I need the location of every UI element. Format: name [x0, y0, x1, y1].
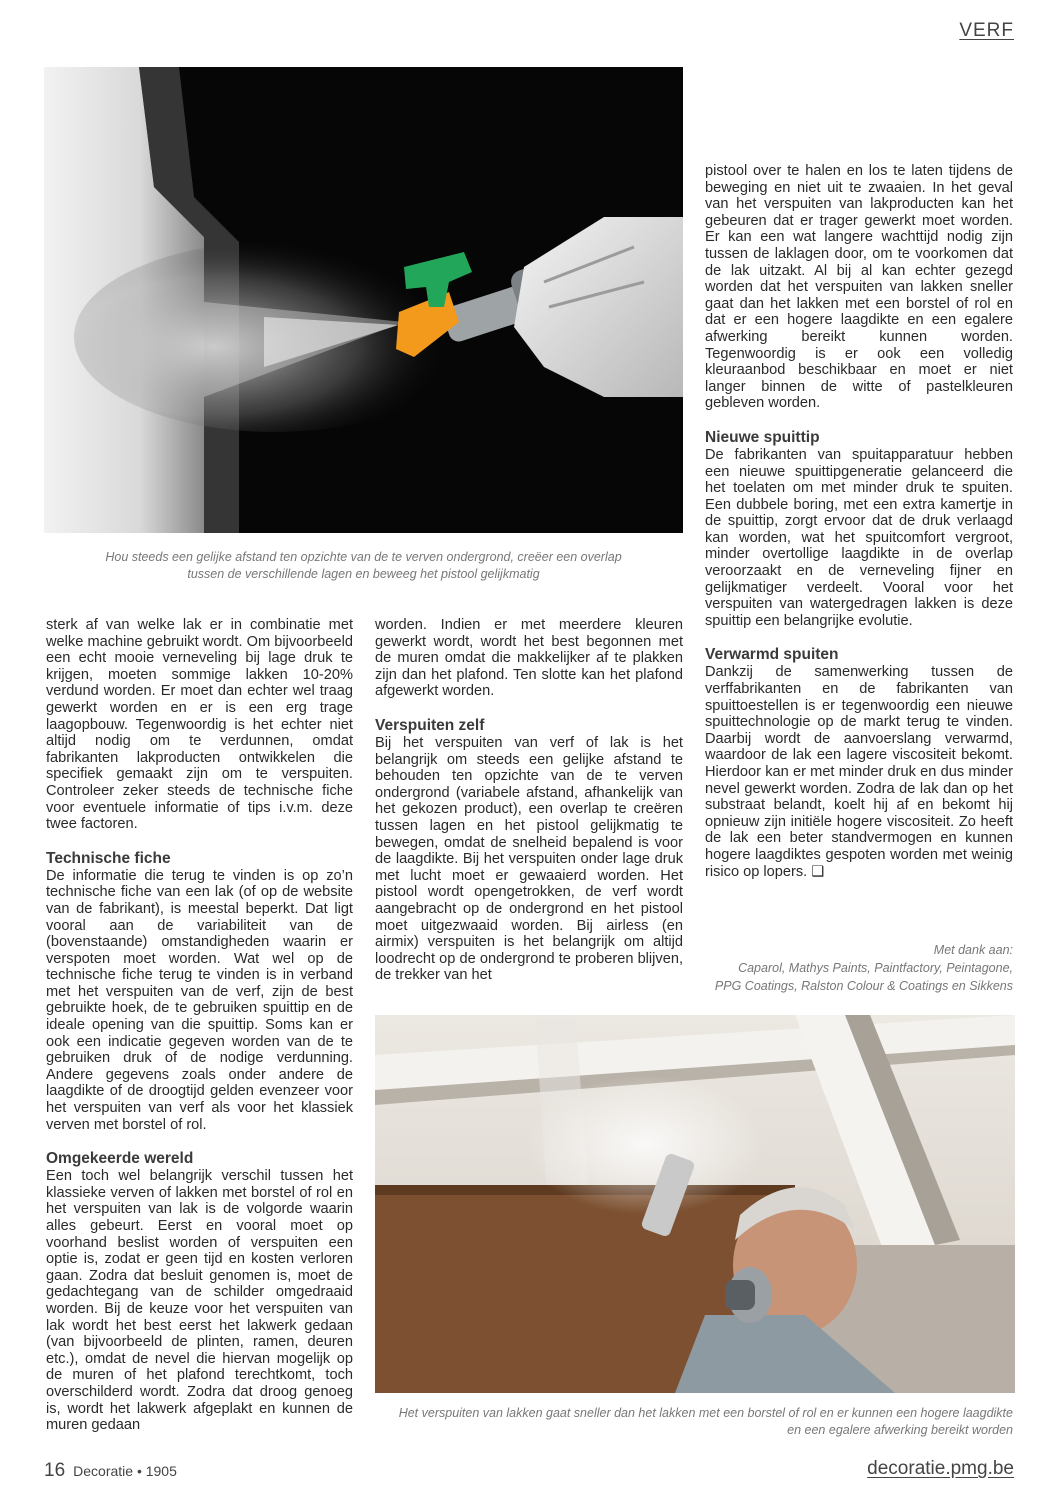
caption-line: Hou steeds een gelijke afstand ten opzichte van de te verven ondergrond, creëer een overlap [105, 550, 622, 564]
end-mark: ❑ [811, 863, 825, 880]
column-middle [375, 617, 683, 984]
ceiling-spray-photo [375, 1015, 1015, 1393]
page-number: 16 [44, 1460, 66, 1481]
caption-line: tussen de verschillende lagen en beweeg het pistool gelijkmatig [187, 567, 540, 581]
thanks-line: Caparol, Mathys Paints, Paintfactory, Peintagone, [738, 961, 1013, 975]
caption-line: en een egalere afwerking bereikt worden [787, 1423, 1013, 1437]
footer-page-info [44, 1460, 177, 1482]
paragraph: Bij het verspuiten van verf of lak is het belangrijk om steeds een gelijke afstand te behouden ten opzichte van de te verven ondergrond (variabele afstand, afhankelijk van het gekozen product), een overlap te creëren tussen lagen en het pistool gelijkmatig te bewegen, omdat de snelheid bepalend is voor de laagdikte. Bij het verspuiten onder lage druk met lucht moet er gewaaierd worden. Het pistool wordt opengetrokken, de verf wordt aangebracht op de ondergrond en het pistool moet uitgezwaaid worden. Bij airless (en airmix) verspuiten is het belangrijk om altijd loodrecht op de ondergrond te proberen blijven, de trekker van het [375, 734, 683, 984]
thanks-label: Met dank aan: [933, 943, 1013, 957]
bottom-photo-caption [375, 1405, 1013, 1439]
top-photo-caption [44, 549, 683, 583]
paragraph: pistool over te halen en los te laten tijdens de beweging en niet uit te zwaaien. In het geval van het verspuiten van lakproducten kan het gebeuren dat er trager gewerkt moet worden. Er kan een wat langere wachttijd nodig zijn tussen de laklagen door, om te voorkomen dat de lak uitzakt. Al bij al kan echter gezegd worden dat het verspuiten van lakken sneller gaat dan het lakken met een borstel of rol en dat er een hogere laagdikte en een egalere afwerking bereikt kunnen worden. Tegenwoordig is er ook een volledig kleuraanbod beschikbaar en moet er niet langer binnen de witte of pastelkleuren gebleven worden. [705, 163, 1013, 412]
subheading-technische-fiche: Technische fiche [46, 849, 171, 867]
paragraph: sterk af van welke lak er in combinatie met welke machine gebruikt wordt. Om bijvoorbeeld een echt mooie verneveling bij lage druk te krijgen, moeten sommige lakken 10-20% verdund worden. Er moet dan echter wel traag gewerkt worden en er is een erg trage laagopbouw. Tegenwoordig is het echter niet altijd nodig om te verdunnen, omdat fabrikanten lakproducten ontwikkelen die specifiek gemaakt zijn om te verspuiten. Controleer zeker steeds de technische fiche voor eventuele informatie of tips i.v.m. deze twee factoren. [46, 617, 353, 833]
column-left [46, 617, 353, 1434]
section-tag: VERF [959, 20, 1014, 41]
paragraph: Een toch wel belangrijk verschil tussen het klassieke verven of lakken met borstel of rol en het verspuiten van lak is de volgorde waarin alles gebeurt. Eerst en vooral moet op voorhand beslist worden of verspuiten een optie is, zodat er geen tijd en kosten verloren gaan. Zodra dat besluit genomen is, moet de gedachtegang van de schilder omgedraaid worden. Bij de keuze voor het verspuiten van lak wordt het best eerst het lakwerk gedaan (van bijvoorbeeld de plinten, ramen, deuren etc.), omdat de nevel die hiervan mogelijk op de muren of het plafond terechtkomt, toch overschilderd wordt. Zodra dat droog genoeg is, wordt het lakwerk afgeplakt en kunnen de muren gedaan [46, 1168, 353, 1434]
subheading-omgekeerde-wereld: Omgekeerde wereld [46, 1150, 194, 1168]
paragraph: De informatie die terug te vinden is op zo’n technische fiche van een lak (of op de website van de fabrikant), is meestal beperkt. Dat ligt vooral aan de variabiliteit van de (bovenstaande) omstandigheden waarin er verspoten moet worden. Wat wel op de technische fiche terug te vinden is in verband met het verspuiten van de verf, zijn de best gebruikte hoek, de te gebruiken spuittip en de ideale opening van die spuittip. Soms kan er ook een indicatie gegeven worden van de te gebruiken druk of de nodige verdunning. Andere gegevens zoals onder andere de laagdikte of de droogtijd gelden evenzeer voor het verspuiten van verf als voor het klassiek verven met borstel of rol. [46, 867, 353, 1133]
paragraph: De fabrikanten van spuitapparatuur hebben een nieuwe spuittipgeneratie gelanceerd die het toelaten om met minder druk te spuiten. Een dubbele boring, met een extra kamertje in de spuittip, zorgt ervoor dat de druk verlaagd kan worden, wat het spuitcomfort vergroot, minder overtollige laagdikte in de overlap veroorzaakt en de verneveling fijner en gelijkmatiger verdeelt. Vooral voor het verspuiten van watergedragen lakken is deze spuittip een belangrijke evolutie. [705, 446, 1013, 629]
paragraph-text: Dankzij de samenwerking tussen de verffabrikanten en de fabrikanten van spuittoestellen is er tegenwoordig een nieuwe spuittechnologie op de markt terug te vinden. Daarbij wordt de aanvoerslang verwarmd, waardoor de lak een lagere viscositeit bekomt. Hierdoor kan er met minder druk en dus minder nevel gewerkt worden. Zodra de lak dan op het substraat belandt, koelt hij af en bekomt hij opnieuw zijn initiële hogere viscositeit. Zo heeft de lak een beter standvermogen en kunnen hogere laagdiktes gespoten worden met weinig risico op lopers. [705, 664, 1013, 880]
spray-gun-photo [44, 67, 683, 533]
thanks-line: PPG Coatings, Ralston Colour & Coatings en Sikkens [714, 979, 1013, 993]
subheading-nieuwe-spuittip: Nieuwe spuittip [705, 428, 820, 446]
caption-line: Het verspuiten van lakken gaat sneller dan het lakken met een borstel of rol en er kunnen een hogere laagdikte [398, 1406, 1013, 1420]
subheading-verspuiten-zelf: Verspuiten zelf [375, 716, 485, 734]
magazine-issue: Decoratie • 1905 [73, 1463, 177, 1479]
column-right [705, 163, 1013, 880]
subheading-verwarmd-spuiten: Verwarmd spuiten [705, 646, 839, 664]
paragraph [705, 664, 1013, 880]
website-link[interactable]: decoratie.pmg.be [867, 1458, 1014, 1479]
paragraph: worden. Indien er met meerdere kleuren gewerkt wordt, wordt het best begonnen met de muren omdat die makkelijker af te plakken zijn dan het plafond. Ten slotte kan het plafond afgewerkt worden. [375, 617, 683, 700]
acknowledgements [705, 941, 1013, 995]
